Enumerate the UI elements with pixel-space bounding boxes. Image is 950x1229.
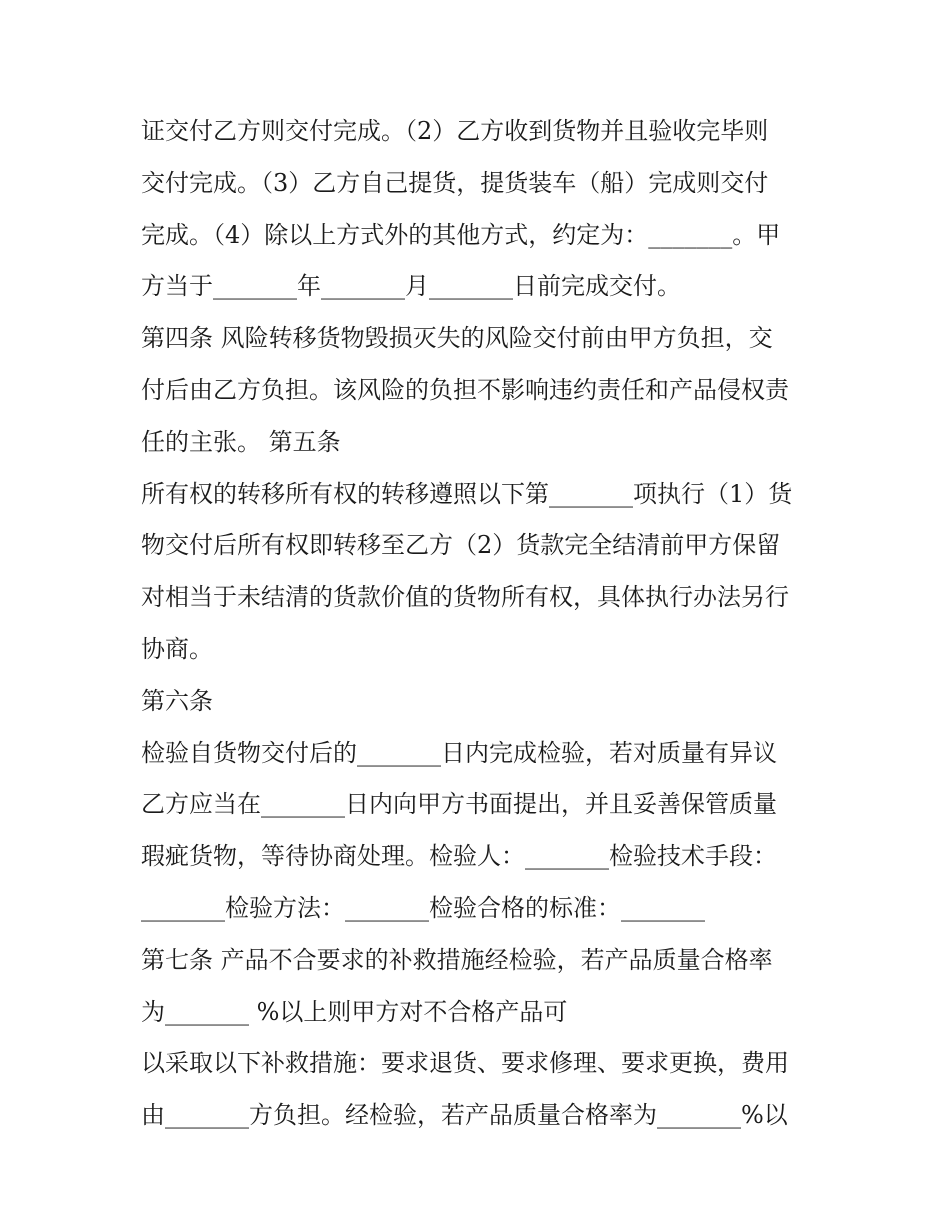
text-line: 完成。（4）除以上方式外的其他方式，约定为：_______。甲 xyxy=(141,220,781,249)
text-line: 付后由乙方负担。该风险的负担不影响违约责任和产品侵权责 xyxy=(141,375,789,404)
text-line: 证交付乙方则交付完成。（2）乙方收到货物并且验收完毕则 xyxy=(141,117,769,145)
text-line: 瑕疵货物，等待协商处理。检验人：_______检验技术手段： xyxy=(141,842,777,871)
text-line: 方当于_______年_______月_______日前完成交付。 xyxy=(141,272,681,301)
text-line: 协商。 xyxy=(141,634,213,663)
text-line: 任的主张。 第五条 xyxy=(141,427,341,456)
text-line: 第六条 xyxy=(141,686,213,715)
text-line: 第四条 风险转移货物毁损灭失的风险交付前由甲方负担，交 xyxy=(141,324,773,353)
text-line: 所有权的转移所有权的转移遵照以下第_______项执行（1）货 xyxy=(141,479,793,508)
text-line: 检验自货物交付后的_______日内完成检验，若对质量有异议 xyxy=(141,738,777,767)
text-line: 对相当于未结清的货款价值的货物所有权，具体执行办法另行 xyxy=(141,583,789,612)
contract-body-text xyxy=(141,106,821,1142)
text-line: 由_______方负担。经检验，若产品质量合格率为_______%以 xyxy=(141,1101,788,1130)
text-line: 为_______ %以上则甲方对不合格产品可 xyxy=(141,997,568,1026)
text-line: 乙方应当在_______日内向甲方书面提出，并且妥善保管质量 xyxy=(141,790,777,819)
text-line: 以采取以下补救措施：要求退货、要求修理、要求更换，费用 xyxy=(141,1049,789,1078)
text-line: _______检验方法：_______检验合格的标准：_______ xyxy=(141,893,705,922)
text-line: 第七条 产品不合要求的补救措施经检验，若产品质量合格率 xyxy=(141,945,773,974)
text-line: 交付完成。（3）乙方自己提货，提货装车（船）完成则交付 xyxy=(141,168,769,197)
text-line: 物交付后所有权即转移至乙方（2）货款完全结清前甲方保留 xyxy=(141,531,781,560)
